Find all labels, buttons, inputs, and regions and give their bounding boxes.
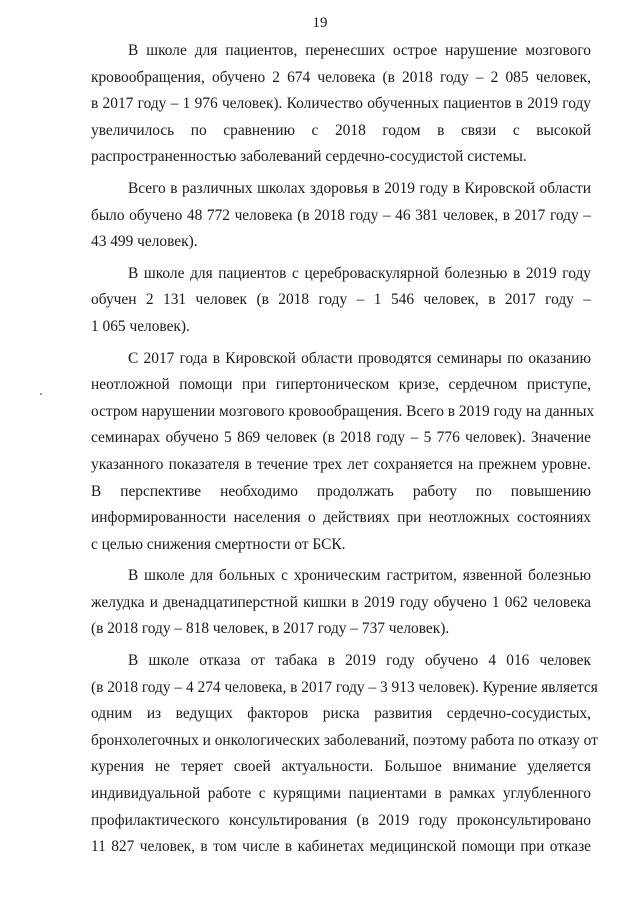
paragraph-stroke-school [91,38,591,171]
paragraph-gastritis-school [91,563,591,643]
text-line: В школе для пациентов, перенесших острое нарушение мозгового [128,42,591,59]
scan-speck [40,393,42,395]
text-line: обучен 2 131 человек (в 2018 году – 1 546 человек, в 2017 году – [91,291,591,309]
text-line: в 2017 году – 1 976 человек). Количество обученных пациентов в 2019 году [91,95,591,113]
text-line: В школе отказа от табака в 2019 году обучено 4 016 человек [128,652,591,670]
text-line: увеличилось по сравнению с 2018 годом в связи с высокой [91,121,591,139]
paragraph-tobacco-school [91,648,598,861]
text-line: с целью снижения смертности от БСК. [91,535,346,553]
text-line: В школе для больных с хроническим гастритом, язвенной болезнью [128,567,591,585]
text-line: индивидуальной работе с курящими пациентами в рамках углубленного [91,785,591,803]
text-line: В перспективе необходимо продолжать работу по повышению [91,482,591,500]
paragraph-emergency-seminars [91,346,595,559]
text-line: одним из ведущих факторов риска развития сердечно-сосудистых, [91,705,591,723]
page-number: 19 [312,15,328,31]
paragraph-cerebrovascular-school [91,261,591,341]
text-line: профилактического консультирования (в 2019 году проконсультировано [91,811,591,829]
text-line: остром нарушении мозгового кровообращения. Всего в 2019 году на данных [91,402,595,420]
text-line: кровообращения, обучено 2 674 человека (в 2018 году – 2 085 человек, [91,68,591,86]
text-line: семинарах обучено 5 869 человек (в 2018 году – 5 776 человек). Значение [91,429,591,447]
text-line: 1 065 человек). [91,317,190,335]
text-line: (в 2018 году – 4 274 человека, в 2017 году – 3 913 человек). Курение является [91,678,598,696]
text-line: 11 827 человек, в том числе в кабинетах медицинской помощи при отказе [91,838,591,856]
paragraph-health-schools-total [91,176,591,256]
text-line: информированности населения о действиях при неотложных состояниях [91,509,591,527]
text-line: (в 2018 году – 818 человек, в 2017 году – 737 человек). [91,620,450,638]
text-line: указанного показателя в течение трех лет сохраняется на прежнем уровне. [91,455,591,473]
text-line: неотложной помощи при гипертоническом кризе, сердечном приступе, [91,376,591,394]
text-line: курения не теряет своей актуальности. Большое внимание уделяется [91,758,591,776]
text-line: бронхолегочных и онкологических заболеваний, поэтому работа по отказу от [91,731,598,749]
text-line: Всего в различных школах здоровья в 2019 году в Кировской области [128,179,591,197]
body-text [91,38,598,866]
text-line: 43 499 человек). [91,233,198,251]
text-line: В школе для пациентов с цереброваскулярной болезнью в 2019 году [128,264,591,282]
text-line: С 2017 года в Кировской области проводятся семинары по оказанию [128,349,591,367]
text-line: желудка и двенадцатиперстной кишки в 2019 году обучено 1 062 человека [91,593,591,611]
text-line: было обучено 48 772 человека (в 2018 году – 46 381 человек, в 2017 году – [91,206,591,224]
text-line: распространенностью заболеваний сердечно-сосудистой системы. [91,148,527,166]
